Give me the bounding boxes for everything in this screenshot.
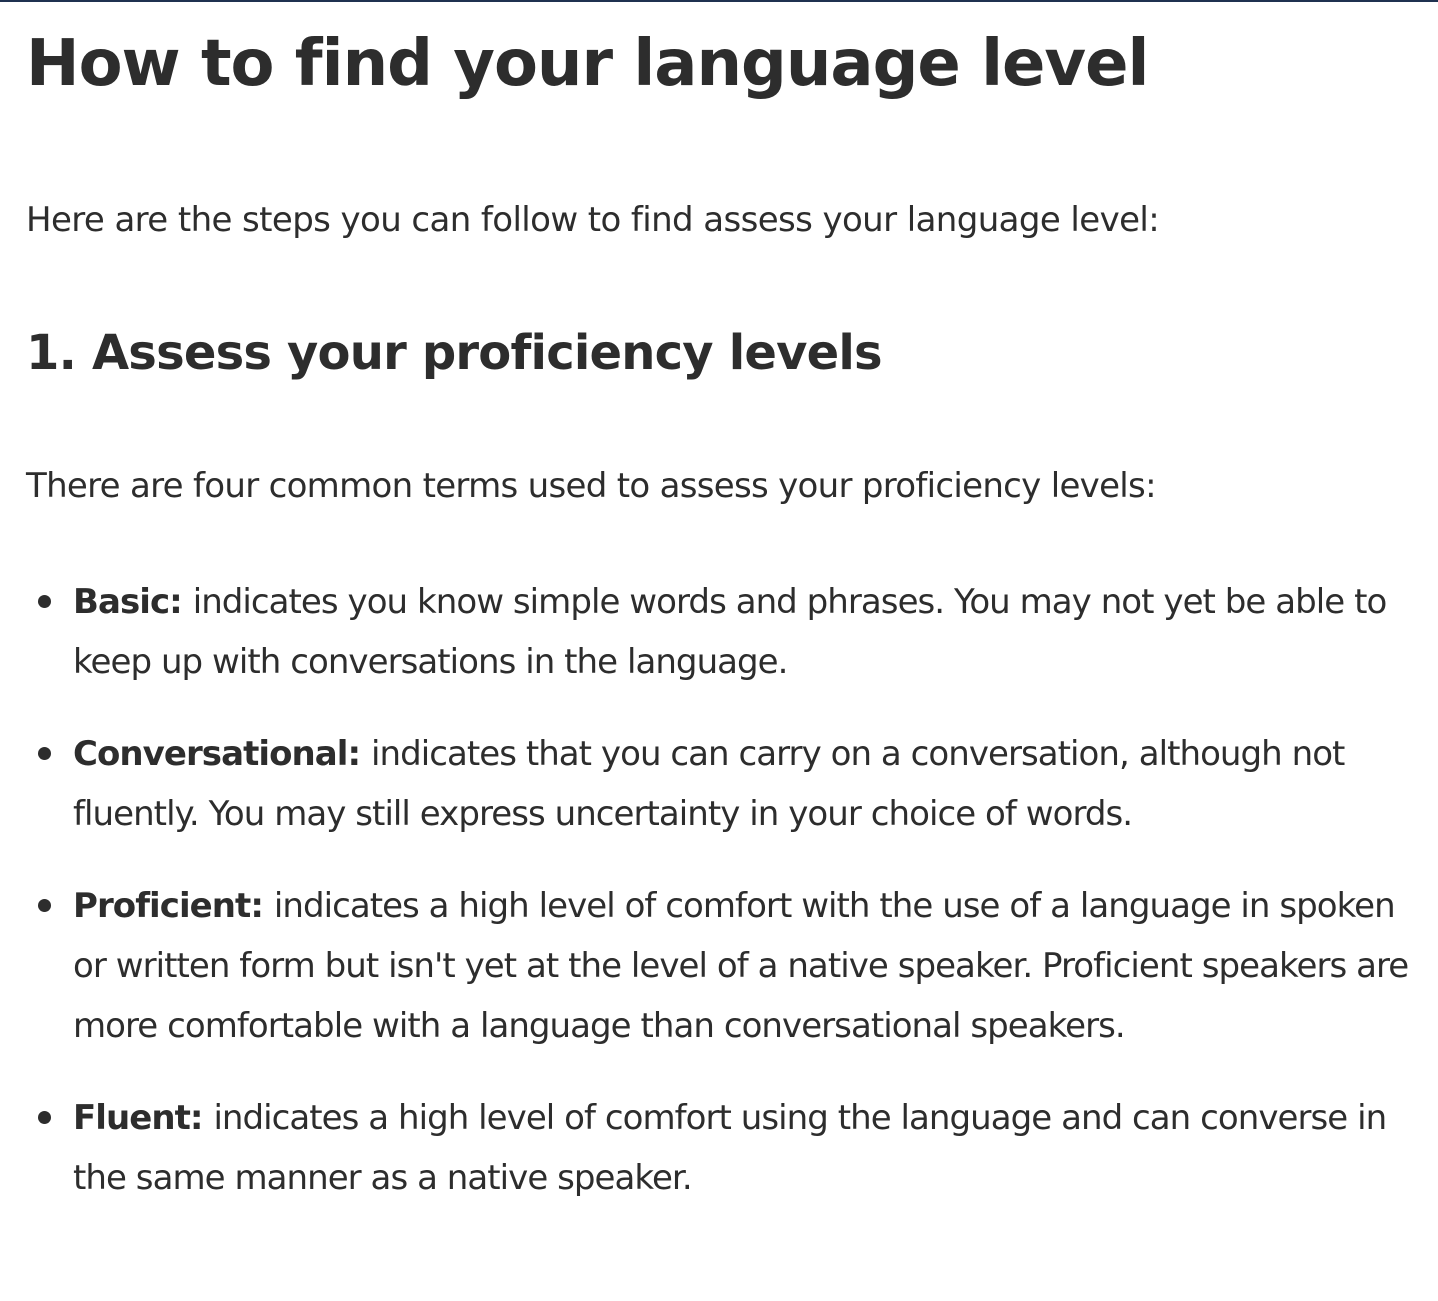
bullet-icon bbox=[38, 747, 51, 760]
term-description: indicates you know simple words and phrases. You may not yet be able to keep up with conversations in the language. bbox=[73, 582, 1387, 682]
term-label: Conversational: bbox=[73, 734, 371, 774]
term-label: Proficient: bbox=[73, 886, 274, 926]
bullet-icon bbox=[38, 899, 51, 912]
section-lead-paragraph: There are four common terms used to assess your proficiency levels: bbox=[26, 466, 1156, 506]
list-item-conversational bbox=[26, 724, 1416, 844]
bullet-icon bbox=[38, 1111, 51, 1124]
list-item-basic bbox=[26, 572, 1416, 692]
section-heading: 1. Assess your proficiency levels bbox=[26, 325, 882, 381]
proficiency-levels-list bbox=[26, 572, 1416, 1208]
bullet-icon bbox=[38, 595, 51, 608]
term-label: Basic: bbox=[73, 582, 193, 622]
term-description: indicates that you can carry on a conversation, although not fluently. You may still express uncertainty in your choice of words. bbox=[73, 734, 1345, 834]
term-label: Fluent: bbox=[73, 1098, 214, 1138]
intro-paragraph: Here are the steps you can follow to find assess your language level: bbox=[26, 200, 1160, 240]
page-title: How to find your language level bbox=[26, 27, 1149, 101]
term-description: indicates a high level of comfort using the language and can converse in the same manner as a native speaker. bbox=[73, 1098, 1387, 1198]
term-description: indicates a high level of comfort with the use of a language in spoken or written form but isn't yet at the level of a native speaker. Proficient speakers are more comfortable with a language than conversational speakers. bbox=[73, 886, 1409, 1046]
list-item-proficient bbox=[26, 876, 1416, 1056]
article-content bbox=[26, 0, 1416, 1240]
list-item-fluent bbox=[26, 1088, 1416, 1208]
